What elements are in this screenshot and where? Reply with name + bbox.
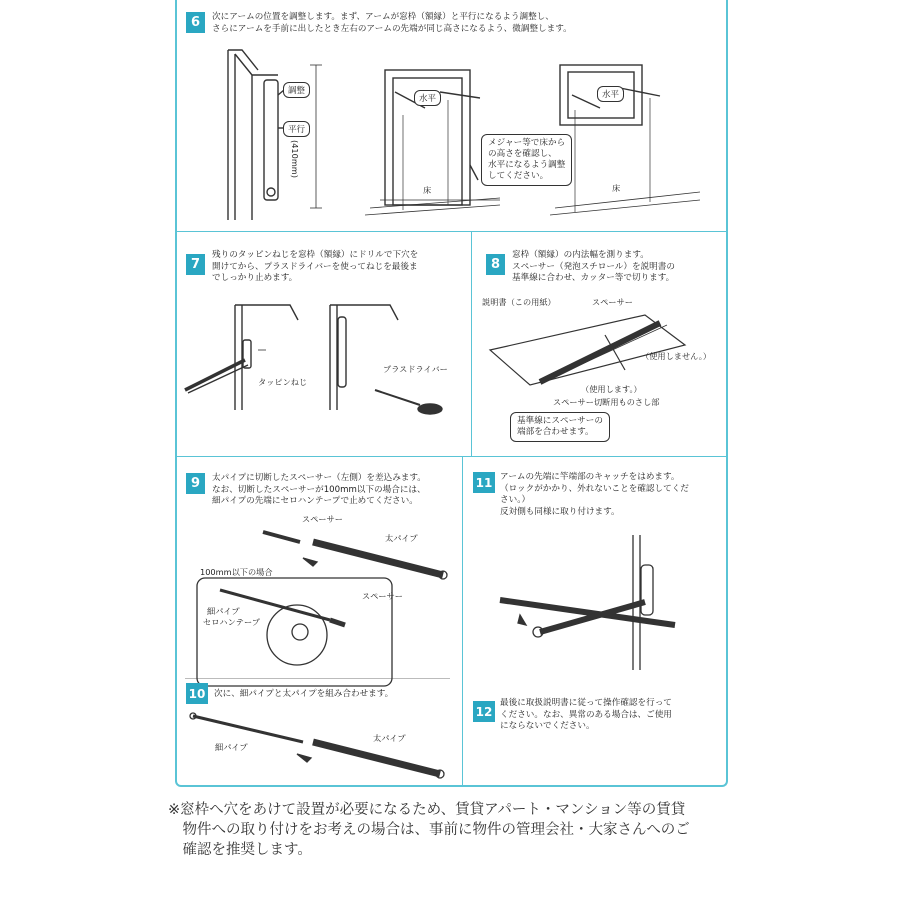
step-6-number: 6 bbox=[186, 12, 205, 33]
align-callout: 基準線にスペーサーの 端部を合わせます。 bbox=[510, 412, 610, 442]
step-8-number: 8 bbox=[486, 254, 505, 275]
driver-label: プラスドライバー bbox=[383, 364, 448, 374]
not-used-label: （使用しません。） bbox=[641, 351, 712, 361]
dimension-label: (410mm) bbox=[290, 140, 300, 178]
footer-note: ※窓枠へ穴をあけて設置が必要になるため、賃貸アパート・マンション等の賃貸 物件への取り付けをお考えの場合は、事前に物件の管理会社・大家さんへのご 確認を推奨します。 bbox=[168, 802, 690, 858]
step-7-text: 残りのタッピンねじを窓枠（額縁）にドリルで下穴を 開けてから、プラスドライバーを使ってねじを最後ま でしっかり止めます。 bbox=[212, 250, 419, 283]
step-11-illustration bbox=[490, 530, 720, 680]
divider-7 bbox=[175, 456, 728, 457]
thick-pipe-label-9: 太パイプ bbox=[385, 533, 418, 543]
step-11-number: 11 bbox=[473, 472, 495, 493]
step-9-illustration bbox=[185, 520, 460, 680]
divider-911 bbox=[462, 456, 463, 787]
step-6-illustration bbox=[180, 40, 720, 230]
step-7-number: 7 bbox=[186, 254, 205, 275]
thin-pipe-label-9: 細パイプ bbox=[207, 606, 240, 616]
level-label-2: 水平 bbox=[597, 86, 624, 102]
level-label-1: 水平 bbox=[414, 90, 441, 106]
spacer-label-9: スペーサー bbox=[302, 514, 343, 524]
step-10-text: 次に、細パイプと太パイプを組み合わせます。 bbox=[214, 689, 394, 699]
thick-pipe-label-10: 太パイプ bbox=[373, 733, 406, 743]
divider-78 bbox=[471, 231, 472, 456]
thin-pipe-label-10: 細パイプ bbox=[215, 742, 248, 752]
adjust-label: 調整 bbox=[283, 82, 310, 98]
step-6-text: 次にアームの位置を調整します。まず、アームが窓枠（額縁）と平行になるよう調整し、 さらにアームを手前に出したとき左右のアームの先端が同じ高さになるよう、微調整します。 bbox=[212, 12, 572, 34]
step-9-number: 9 bbox=[186, 473, 205, 494]
divider-6 bbox=[175, 231, 728, 232]
spacer-label-8: スペーサー bbox=[592, 297, 633, 307]
step-12-number: 12 bbox=[473, 701, 495, 722]
screw-label: タッピンねじ bbox=[258, 377, 308, 387]
under-100mm-label: 100mm以下の場合 bbox=[200, 567, 273, 577]
manual-label: 説明書（この用紙） bbox=[482, 297, 556, 307]
used-label: （使用します。） bbox=[581, 384, 642, 394]
step-8-text: 窓枠（額縁）の内法幅を測ります。 スペーサー（発泡スチロール）を説明書の 基準線に合わせ、カッター等で切ります。 bbox=[512, 250, 675, 283]
spacer-label-9b: スペーサー bbox=[362, 591, 403, 601]
step-11-text: アームの先端に竿端部のキャッチをはめます。 （ロックがかかり、外れないことを確認してくだ さい。） 反対側も同様に取り付けます。 bbox=[500, 472, 689, 517]
floor-label-2: 床 bbox=[612, 183, 621, 193]
step-9-text: 太パイプに切断したスペーサー（左側）を差込みます。 なお、切断したスペーサーが100mm以下の場合には、 細パイプの先端にセロハンテープで止めてください。 bbox=[212, 473, 426, 506]
tape-label: セロハンテープ bbox=[203, 617, 260, 627]
parallel-label: 平行 bbox=[283, 121, 310, 137]
floor-label-1: 床 bbox=[423, 185, 432, 195]
cut-part-label: スペーサー切断用ものさし部 bbox=[553, 397, 660, 407]
measure-callout: メジャー等で床から の高さを確認し、 水平になるよう調整 してください。 bbox=[481, 134, 572, 186]
step-12-text: 最後に取扱説明書に従って操作確認を行って ください。なお、異常のある場合は、ご使用 にならないでください。 bbox=[500, 698, 672, 731]
step-10-number: 10 bbox=[186, 683, 208, 704]
